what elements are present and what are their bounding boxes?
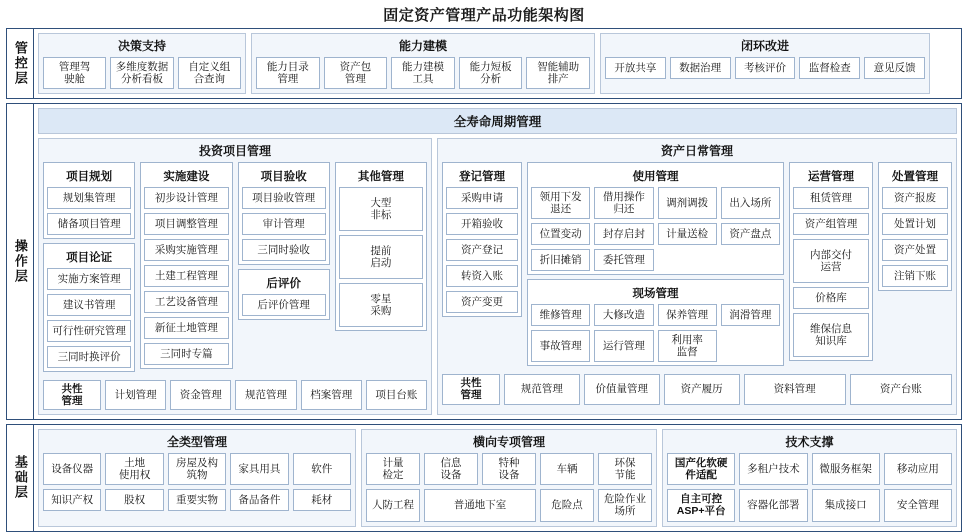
cell-item[interactable]: 规范管理 [504,374,580,404]
panel-post-evaluation [238,269,330,320]
cell-item[interactable]: 移动应用 [884,453,952,485]
cell-item[interactable]: 能力建模 工具 [391,57,455,89]
cell-item[interactable]: 软件 [293,453,351,485]
cell-item[interactable]: 资产变更 [446,291,518,313]
common-label: 共性 管理 [43,380,101,410]
cell-item[interactable]: 采购实施管理 [144,239,228,261]
cell-item[interactable]: 润滑管理 [721,304,780,326]
cell-item[interactable]: 监督检查 [799,57,860,79]
base-layer-body [34,425,961,530]
panel-title: 项目验收 [260,171,307,184]
operation-layer-body [34,104,961,419]
cell-item[interactable]: 后评价管理 [242,294,326,316]
cell-item[interactable]: 处置计划 [882,213,948,235]
cell-item[interactable]: 项目台账 [366,380,427,410]
cell-item[interactable]: 人防工程 [366,489,420,521]
cell-item[interactable]: 多维度数据 分析看板 [110,57,173,89]
cell-item[interactable]: 房屋及构 筑物 [168,453,226,485]
group-all-type-management [38,429,356,526]
cell-item[interactable]: 安全管理 [884,489,952,521]
panel-project-feasibility [43,243,135,372]
cell-item[interactable]: 领用下发 退还 [531,187,590,219]
cell-item[interactable]: 项目调整管理 [144,213,228,235]
group-title: 能力建模 [398,39,447,53]
control-layer-band [6,28,962,99]
cell-item[interactable]: 车辆 [540,453,594,485]
cell-item[interactable]: 事故管理 [531,330,590,362]
cell-item[interactable]: 危险作业 场所 [598,489,652,521]
cell-item[interactable]: 计划管理 [105,380,166,410]
group-title: 资产日常管理 [660,144,733,159]
cell-item[interactable]: 零星 采购 [339,283,423,327]
cell-item[interactable]: 土地 使用权 [105,453,163,485]
cell-item[interactable]: 转资入账 [446,265,518,287]
panel-title: 登记管理 [459,171,505,184]
cell-item[interactable]: 初步设计管理 [144,187,228,209]
cell-item[interactable]: 实施方案管理 [47,268,131,290]
group-capability-modeling [251,33,595,94]
panel-title: 其他管理 [357,171,404,184]
cell-item[interactable]: 审计管理 [242,213,326,235]
cell-item[interactable]: 借用操作 归还 [594,187,653,219]
operation-layer-label: 操作层 [7,104,34,419]
cell-item[interactable]: 封存启封 [594,223,653,245]
control-layer-body [34,29,961,98]
column-registration [442,162,522,317]
cell-item[interactable]: 意见反馈 [864,57,925,79]
group-closed-loop-improvement [600,33,930,94]
cell-item[interactable]: 资料管理 [744,374,846,404]
cell-item[interactable]: 资产报废 [882,187,948,209]
cell-item[interactable]: 集成接口 [812,489,880,521]
cell-item[interactable]: 维修管理 [531,304,590,326]
panel-project-acceptance [238,162,330,265]
panel-project-planning [43,162,135,239]
cell-item[interactable]: 资产处置 [882,239,948,261]
cell-item[interactable]: 备品备件 [230,489,288,511]
cell-item[interactable]: 规划集管理 [47,187,131,209]
cell-item[interactable]: 新征土地管理 [144,317,228,339]
group-decision-support [38,33,246,94]
panel-title: 后评价 [266,278,301,291]
cell-item[interactable]: 维保信息 知识库 [793,313,869,357]
cell-item[interactable]: 三同时验收 [242,239,326,261]
cell-item[interactable]: 建议书管理 [47,294,131,316]
cell-item[interactable]: 计量 检定 [366,453,420,485]
cell-item[interactable]: 注销下账 [882,265,948,287]
column-other-management [335,162,427,331]
panel-title: 项目规划 [66,171,113,184]
cell-item[interactable]: 耗材 [293,489,351,511]
cell-item[interactable]: 开箱验收 [446,213,518,235]
cell-item[interactable]: 运行管理 [594,330,653,362]
cell-item[interactable]: 股权 [105,489,163,511]
page-title: 固定资产管理产品功能架构图 [383,7,585,24]
group-title: 闭环改进 [740,39,789,53]
panel-title: 使用管理 [632,171,679,184]
cell-item[interactable]: 智能辅助 排产 [526,57,590,89]
panel-operation-management [789,162,873,361]
cell-item[interactable]: 大修改造 [594,304,653,326]
panel-title: 运营管理 [808,171,854,184]
column-operation-management [789,162,873,361]
cell-item[interactable]: 工艺设备管理 [144,291,228,313]
cell-item[interactable]: 管理驾 驶舱 [43,57,106,89]
panel-title: 现场管理 [632,288,679,301]
cell-item[interactable]: 资产盘点 [721,223,780,245]
cell-item[interactable]: 能力短板 分析 [459,57,523,89]
cell-item[interactable]: 资产包 管理 [324,57,388,89]
cell-item[interactable]: 重要实物 [168,489,226,511]
operation-layer-band [6,103,962,420]
cell-item[interactable]: 三同时换评价 [47,346,131,368]
cell-item[interactable]: 自主可控 ASP+平台 [667,489,735,521]
panel-other-management [335,162,427,331]
control-layer-label: 管控层 [7,29,34,98]
cell-item[interactable]: 折旧摊销 [531,249,590,271]
cell-item[interactable]: 危险点 [540,489,594,521]
cell-item[interactable]: 租赁管理 [793,187,869,209]
cell-item[interactable]: 储备项目管理 [47,213,131,235]
column-project-planning [43,162,135,372]
panel-title: 处置管理 [892,171,938,184]
cell-item[interactable]: 国产化软硬 件适配 [667,453,735,485]
cell-item[interactable]: 多租户技术 [739,453,807,485]
cell-item[interactable]: 开放共享 [605,57,666,79]
cell-item[interactable]: 保养管理 [658,304,717,326]
cell-item[interactable]: 出入场所 [721,187,780,219]
cell-item[interactable]: 土建工程管理 [144,265,228,287]
cell-item[interactable]: 信息 设备 [424,453,478,485]
group-title: 横向专项管理 [472,435,545,450]
cell-item[interactable]: 资金管理 [170,380,231,410]
cell-item[interactable]: 委托管理 [594,249,653,271]
lifecycle-title: 全寿命周期管理 [38,108,957,134]
cell-item[interactable]: 家具用具 [230,453,288,485]
column-usage-and-site [527,162,784,366]
cell-item[interactable]: 档案管理 [301,380,362,410]
base-layer-band [6,424,962,531]
cell-item[interactable]: 资产台账 [850,374,952,404]
group-title: 投资项目管理 [198,144,271,159]
common-label: 共性 管理 [442,374,500,404]
cell-item[interactable]: 微服务框架 [812,453,880,485]
cell-item[interactable]: 能力目录 管理 [256,57,320,89]
panel-usage-management [527,162,784,275]
column-acceptance [238,162,330,320]
cell-item[interactable]: 容器化部署 [739,489,807,521]
column-implementation [140,162,232,369]
cell-item[interactable]: 提前 启动 [339,235,423,279]
cell-item[interactable]: 数据治理 [670,57,731,79]
base-layer-label: 基础层 [7,425,34,530]
cell-item[interactable]: 价值量管理 [584,374,660,404]
cell-item[interactable]: 规范管理 [235,380,296,410]
group-cross-special-management [361,429,657,526]
group-investment-project-management [38,138,432,415]
cell-item[interactable]: 采购申请 [446,187,518,209]
cell-item[interactable]: 环保 节能 [598,453,652,485]
cell-item[interactable]: 大型 非标 [339,187,423,231]
cell-item[interactable]: 内部交付 运营 [793,239,869,283]
cell-item[interactable]: 调剂调拨 [658,187,717,219]
cell-item[interactable]: 可行性研究管理 [47,320,131,342]
cell-item[interactable]: 利用率 监督 [658,330,717,362]
cell-item[interactable]: 资产组管理 [793,213,869,235]
group-title: 决策支持 [117,39,166,53]
panel-title: 项目论证 [66,252,113,265]
panel-site-management [527,279,784,366]
column-disposal-management [878,162,952,291]
panel-implementation-construction [140,162,232,369]
group-asset-daily-management [437,138,957,415]
panel-title: 实施建设 [163,171,210,184]
cell-item[interactable]: 计量送检 [658,223,717,245]
cell-item[interactable]: 知识产权 [43,489,101,511]
investment-common-row [39,380,431,414]
cell-item[interactable]: 三同时专篇 [144,343,228,365]
cell-item[interactable]: 普通地下室 [424,489,536,521]
panel-disposal-management [878,162,952,291]
group-title: 技术支撑 [785,435,834,450]
cell-item[interactable]: 位置变动 [531,223,590,245]
cell-item[interactable]: 考核评价 [735,57,796,79]
cell-item[interactable]: 资产登记 [446,239,518,261]
group-technical-support [662,429,957,526]
group-title: 全类型管理 [166,435,227,450]
cell-item[interactable]: 设备仪器 [43,453,101,485]
cell-item[interactable]: 项目验收管理 [242,187,326,209]
cell-item[interactable]: 特种 设备 [482,453,536,485]
cell-item[interactable]: 自定义组 合查询 [178,57,241,89]
panel-registration-management [442,162,522,317]
cell-item[interactable]: 价格库 [793,287,869,309]
cell-item[interactable]: 资产履历 [664,374,740,404]
daily-common-row [438,374,956,408]
